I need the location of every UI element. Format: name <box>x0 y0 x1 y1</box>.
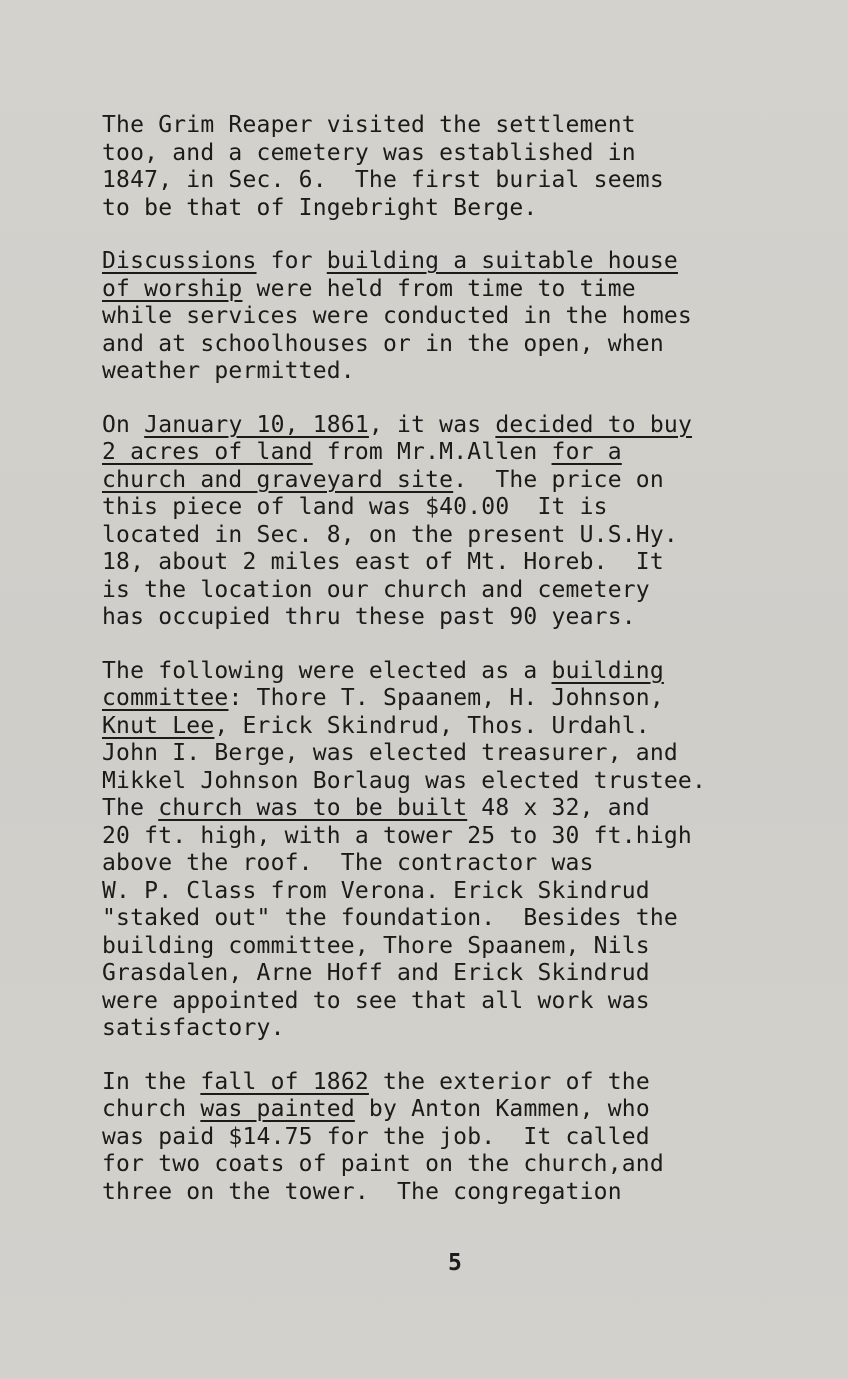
text-segment: The Grim Reaper visited the settlement <box>102 112 636 138</box>
text-segment: while services were conducted in the homes <box>102 303 692 329</box>
text-line <box>102 494 822 522</box>
text-line <box>102 112 822 140</box>
text-segment: building committee, Thore Spaanem, Nils <box>102 932 650 959</box>
text-segment: "staked out" the foundation. Besides the <box>102 905 678 931</box>
text-segment: John I. Berge, was elected treasurer, and <box>102 740 678 766</box>
text-line <box>102 933 822 961</box>
text-line <box>102 167 822 195</box>
text-segment: by Anton Kammen, who <box>354 1096 650 1122</box>
text-line <box>102 248 822 276</box>
text-line <box>102 604 822 632</box>
text-segment: On <box>102 411 145 438</box>
text-line <box>102 988 822 1016</box>
text-line <box>102 467 822 495</box>
text-line <box>102 740 822 768</box>
paragraph <box>102 248 822 386</box>
text-line <box>102 439 822 467</box>
paragraph <box>102 112 822 222</box>
text-line <box>102 522 822 550</box>
text-line <box>102 1069 822 1097</box>
text-segment: too, and a cemetery was established in <box>102 139 636 166</box>
body-text <box>102 112 822 1232</box>
text-segment: has occupied thru these past 90 years. <box>102 604 636 630</box>
text-segment: Mikkel Johnson Borlaug was elected trustee. <box>102 767 707 794</box>
paragraph <box>102 658 822 1043</box>
text-segment: and at schoolhouses or in the open, when <box>102 330 664 357</box>
text-segment: The <box>102 795 159 821</box>
underlined-text: building <box>551 657 664 684</box>
text-segment: , it was <box>368 411 496 438</box>
underlined-text: of worship <box>102 275 243 302</box>
text-segment: 48 x 32, and <box>467 795 650 821</box>
text-line <box>102 713 822 741</box>
underlined-text: church was to be built <box>158 795 468 821</box>
page-number: 5 <box>448 1250 462 1276</box>
underlined-text: 2 acres of land <box>102 439 313 465</box>
text-segment: three on the tower. The congregation <box>102 1178 622 1205</box>
text-segment: were appointed to see that all work was <box>102 987 650 1014</box>
text-segment: the exterior of the <box>368 1068 650 1095</box>
text-segment: church <box>102 1096 201 1122</box>
text-segment: , Erick Skindrud, Thos. Urdahl. <box>214 712 650 739</box>
text-line <box>102 1015 822 1043</box>
underlined-text: Knut Lee <box>102 712 215 739</box>
text-segment: for two coats of paint on the church,and <box>102 1151 664 1177</box>
text-line <box>102 549 822 577</box>
underlined-text: decided to buy <box>495 411 693 438</box>
text-segment: In the <box>102 1068 201 1095</box>
text-segment: this piece of land was $40.00 It is <box>102 494 608 520</box>
text-segment: weather permitted. <box>102 358 355 384</box>
text-segment: The following were elected as a <box>102 657 552 684</box>
text-segment: was paid $14.75 for the job. It called <box>102 1123 650 1150</box>
text-segment: 1847, in Sec. 6. The first burial seems <box>102 167 664 193</box>
text-segment: were held from time to time <box>242 275 636 302</box>
text-segment: W. P. Class from Verona. Erick Skindrud <box>102 877 650 904</box>
text-line <box>102 685 822 713</box>
text-line <box>102 577 822 605</box>
text-line <box>102 850 822 878</box>
text-segment: to be that of Ingebright Berge. <box>102 194 538 221</box>
text-segment: for <box>256 248 327 274</box>
paragraph <box>102 412 822 632</box>
text-line <box>102 1151 822 1179</box>
text-line <box>102 878 822 906</box>
text-segment: 18, about 2 miles east of Mt. Horeb. It <box>102 549 664 575</box>
text-line <box>102 658 822 686</box>
text-line <box>102 795 822 823</box>
text-segment: above the roof. The contractor was <box>102 850 594 876</box>
text-line <box>102 195 822 223</box>
underlined-text: for a <box>551 439 622 465</box>
text-line <box>102 1179 822 1207</box>
text-line <box>102 276 822 304</box>
text-segment: Grasdalen, Arne Hoff and Erick Skindrud <box>102 960 650 986</box>
text-line <box>102 331 822 359</box>
underlined-text: building a suitable house <box>326 248 678 274</box>
text-line <box>102 768 822 796</box>
text-segment: satisfactory. <box>102 1015 285 1041</box>
underlined-text: was painted <box>200 1096 355 1122</box>
underlined-text: church and graveyard site <box>102 466 454 493</box>
underlined-text: Discussions <box>102 248 257 274</box>
text-line <box>102 140 822 168</box>
text-line <box>102 412 822 440</box>
paragraph <box>102 1069 822 1207</box>
text-line <box>102 1096 822 1124</box>
text-line <box>102 358 822 386</box>
underlined-text: fall of 1862 <box>200 1068 369 1095</box>
text-segment: is the location our church and cemetery <box>102 576 650 603</box>
text-segment: from Mr.M.Allen <box>312 439 552 465</box>
text-segment: 20 ft. high, with a tower 25 to 30 ft.high <box>102 822 692 849</box>
text-line <box>102 960 822 988</box>
underlined-text: January 10, 1861 <box>144 411 369 438</box>
text-line <box>102 1124 822 1152</box>
underlined-text: committee <box>102 685 229 711</box>
text-line <box>102 823 822 851</box>
text-line <box>102 905 822 933</box>
text-line <box>102 303 822 331</box>
text-segment: . The price on <box>453 466 664 493</box>
text-segment: : Thore T. Spaanem, H. Johnson, <box>228 685 664 711</box>
text-segment: located in Sec. 8, on the present U.S.Hy. <box>102 521 678 548</box>
